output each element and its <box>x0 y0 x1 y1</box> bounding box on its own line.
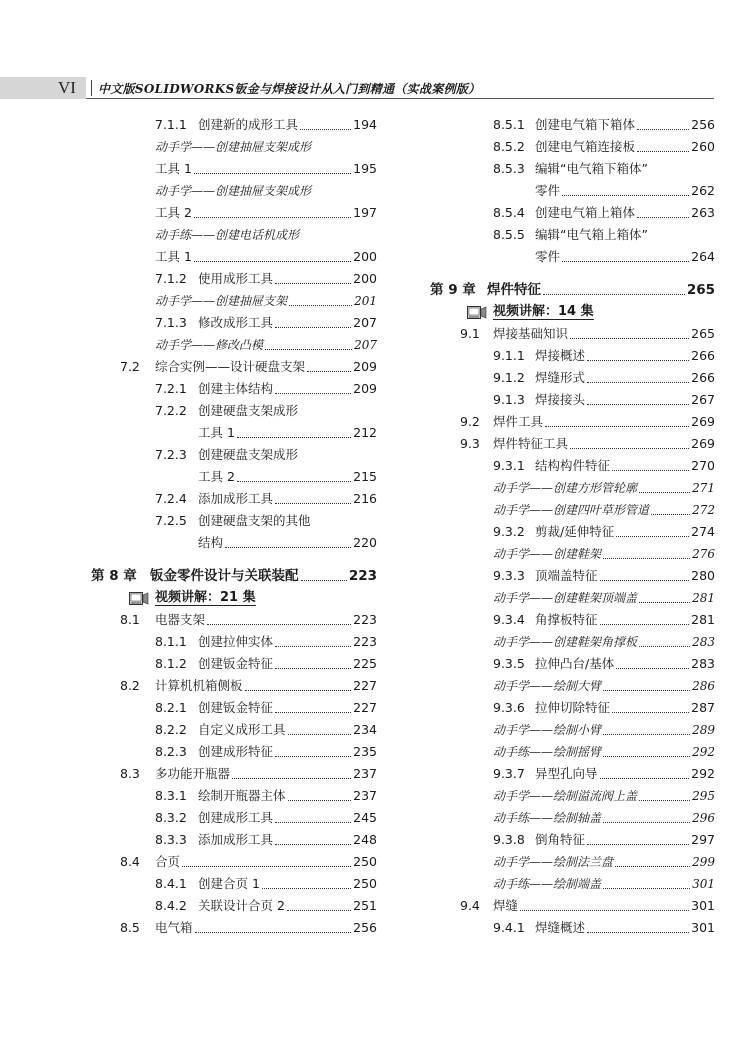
toc-entry-page: 250 <box>353 876 377 891</box>
leader-dots <box>637 217 689 218</box>
leader-dots <box>603 558 690 559</box>
toc-entry <box>0 114 715 136</box>
toc-entry-page: 301 <box>692 877 715 891</box>
toc-entry-title: 创建钣金特征 <box>198 656 274 671</box>
toc-entry-title: 动手学——创建鞋架角撑板 <box>493 635 638 649</box>
toc-entry-number: 8.5.4 <box>493 205 525 220</box>
toc-entry-page: 197 <box>353 205 377 220</box>
toc-entry-page: 292 <box>692 745 715 759</box>
leader-dots <box>587 844 689 845</box>
page-header <box>0 77 750 99</box>
toc-entry <box>0 455 715 477</box>
toc-entry-number: 8.3 <box>120 766 140 781</box>
toc-entry-title: 拉伸凸台/基体 <box>535 656 615 671</box>
toc-entry-title: 动手学——创建四叶草形管道 <box>493 503 650 517</box>
toc-entry-page: 207 <box>353 315 377 330</box>
toc-entry-title: 合页 <box>155 854 181 869</box>
toc-entry-number: 9.3 <box>460 436 480 451</box>
toc-entry <box>0 719 715 741</box>
toc-entry-page: 256 <box>691 117 715 132</box>
toc-entry-page: 283 <box>691 656 715 671</box>
toc-entry-title: 焊接接头 <box>535 392 586 407</box>
book-title: 中文版SOLIDWORKS钣金与焊接设计从入门到精通（实战案例版） <box>98 82 481 96</box>
toc-entry-number: 8.5.1 <box>493 117 525 132</box>
toc-entry-page: 283 <box>692 635 715 649</box>
toc-entry-page: 292 <box>691 766 715 781</box>
toc-entry-title: 自定义成形工具 <box>198 722 286 737</box>
toc-entry-page: 223 <box>353 612 377 627</box>
toc-entry-number: 7.1.2 <box>155 271 187 286</box>
toc-entry-title: 添加成形工具 <box>198 832 274 847</box>
toc-entry-title: 工具 1 <box>155 249 192 264</box>
toc-entry-number: 7.2.2 <box>155 403 187 418</box>
leader-dots <box>616 536 689 537</box>
toc-entry-number: 9.3.6 <box>493 700 525 715</box>
toc-entry-title: 编辑“电气箱下箱体” <box>535 161 648 176</box>
toc-entry-page: 212 <box>353 425 377 440</box>
leader-dots <box>570 338 689 339</box>
toc-entry-title: 剪裁/延伸特征 <box>535 524 615 539</box>
toc-entry-title: 添加成形工具 <box>198 491 274 506</box>
toc-entry-page: 195 <box>353 161 377 176</box>
toc-entry-title: 创建成形特征 <box>198 744 274 759</box>
toc-entry-title: 创建拉伸实体 <box>198 634 274 649</box>
toc-entry-number: 9.3.4 <box>493 612 525 627</box>
toc-entry-title: 创建电气箱上箱体 <box>535 205 636 220</box>
toc-entry-number: 8.5.3 <box>493 161 525 176</box>
toc-entry-title: 动手学——创建抽屉支架成形 <box>155 140 312 154</box>
toc-entry-page: 266 <box>691 370 715 385</box>
toc-entry-title: 多功能开瓶器 <box>155 766 231 781</box>
toc-entry-page: 266 <box>691 348 715 363</box>
toc-entry-page: 220 <box>353 535 377 550</box>
toc-entry-number: 7.2.5 <box>155 513 187 528</box>
toc-entry <box>0 367 715 389</box>
toc-entry-page: 237 <box>353 788 377 803</box>
toc-entry <box>0 917 715 939</box>
toc-entry-page: 225 <box>353 656 377 671</box>
leader-dots <box>639 646 690 647</box>
toc-entry <box>0 202 715 224</box>
leader-dots <box>612 470 689 471</box>
toc-entry-title: 焊接基础知识 <box>493 326 569 341</box>
toc-entry-number: 9.4.1 <box>493 920 525 935</box>
toc-entry-number: 9.3.2 <box>493 524 525 539</box>
toc-entry-page: 260 <box>691 139 715 154</box>
toc-entry-page: 271 <box>692 481 715 495</box>
toc-entry-title: 动手学——创建鞋架顶端盖 <box>493 591 638 605</box>
leader-dots <box>612 712 689 713</box>
toc-entry-title: 动手学——修改凸模 <box>155 338 264 352</box>
toc-entry <box>0 829 715 851</box>
toc-entry-number: 8.4 <box>120 854 140 869</box>
toc-entry <box>0 224 715 246</box>
toc-entry <box>0 785 715 807</box>
leader-dots <box>562 261 689 262</box>
toc-entry <box>0 851 715 873</box>
toc-entry-number: 8.5.5 <box>493 227 525 242</box>
leader-dots <box>651 514 690 515</box>
toc-entry-page: 269 <box>691 414 715 429</box>
toc-entry-title: 动手练——绘制摇臂 <box>493 745 602 759</box>
toc-entry-number: 7.2.4 <box>155 491 187 506</box>
leader-dots <box>520 910 689 911</box>
leader-dots <box>587 360 689 361</box>
toc-entry <box>0 323 715 345</box>
toc-entry-title: 焊接概述 <box>535 348 586 363</box>
leader-dots <box>600 624 690 625</box>
toc-entry-number: 8.3.1 <box>155 788 187 803</box>
toc-entry-title: 动手练——创建电话机成形 <box>155 228 300 242</box>
toc-entry <box>0 301 715 323</box>
toc-entry-page: 201 <box>354 294 377 308</box>
toc-entry-number: 8.2 <box>120 678 140 693</box>
toc-entry <box>0 543 715 565</box>
toc-entry <box>0 653 715 675</box>
leader-dots <box>639 602 690 603</box>
page-number: VI <box>58 78 76 97</box>
toc-entry-page: 234 <box>353 722 377 737</box>
toc-entry-page: 216 <box>353 491 377 506</box>
video-lecture-label: 视频讲解：21 集 <box>155 590 256 605</box>
header-rule <box>86 98 714 99</box>
toc-entry-title: 动手学——创建方形管轮廓 <box>493 481 638 495</box>
toc-entry <box>0 499 715 521</box>
toc-entry-title: 综合实例——设计硬盘支架 <box>155 359 306 374</box>
toc-entry-title: 动手练——绘制端盖 <box>493 877 602 891</box>
toc-entry-number: 第 8 章 <box>91 568 137 584</box>
toc-entry-page: 295 <box>692 789 715 803</box>
toc-entry-page: 194 <box>353 117 377 132</box>
toc-entry-page: 296 <box>692 811 715 825</box>
toc-entry-title: 焊缝概述 <box>535 920 586 935</box>
toc-entry-page: 272 <box>692 503 715 517</box>
toc-entry-title: 结构 <box>198 535 224 550</box>
toc-entry <box>0 873 715 895</box>
leader-dots <box>600 778 690 779</box>
video-lecture-label: 视频讲解：14 集 <box>493 304 594 319</box>
toc-entry <box>0 587 715 609</box>
toc-entry-number: 8.1.2 <box>155 656 187 671</box>
toc-entry-number: 8.5.2 <box>493 139 525 154</box>
toc-entry-title: 电器支架 <box>155 612 206 627</box>
toc-entry-title: 异型孔向导 <box>535 766 598 781</box>
toc-entry-title: 焊件特征 <box>487 282 541 298</box>
toc-entry-title: 创建新的成形工具 <box>198 117 299 132</box>
toc-entry-page: 289 <box>692 723 715 737</box>
toc-entry-page: 281 <box>692 591 715 605</box>
leader-dots <box>587 404 689 405</box>
toc-entry-title: 创建成形工具 <box>198 810 274 825</box>
toc-entry-title: 创建电气箱下箱体 <box>535 117 636 132</box>
toc-entry-title: 焊缝形式 <box>535 370 586 385</box>
toc-entry-page: 262 <box>691 183 715 198</box>
toc-entry <box>0 411 715 433</box>
toc-entry-page: 269 <box>691 436 715 451</box>
toc-entry-page: 227 <box>353 700 377 715</box>
toc-entry-page: 286 <box>692 679 715 693</box>
toc-entry-page: 274 <box>691 524 715 539</box>
leader-dots <box>639 800 690 801</box>
toc-entry-number: 8.1.1 <box>155 634 187 649</box>
toc-entry <box>0 697 715 719</box>
toc-entry-page: 200 <box>353 271 377 286</box>
toc-entry-title: 创建硬盘支架成形 <box>198 403 299 418</box>
toc-entry-title: 使用成形工具 <box>198 271 274 286</box>
toc-entry-number: 7.2.1 <box>155 381 187 396</box>
toc-entry-page: 280 <box>691 568 715 583</box>
toc-entry <box>0 136 715 158</box>
toc-entry-number: 9.1.2 <box>493 370 525 385</box>
page-number-box <box>0 77 86 99</box>
toc-entry <box>0 433 715 455</box>
toc-entry-page: 263 <box>691 205 715 220</box>
leader-dots <box>603 888 690 889</box>
toc-entry-title: 焊件工具 <box>493 414 544 429</box>
toc-entry-title: 工具 2 <box>198 469 235 484</box>
toc-entry-title: 倒角特征 <box>535 832 586 847</box>
toc-entry-title: 绘制开瓶器主体 <box>198 788 286 803</box>
leader-dots <box>603 822 690 823</box>
video-icon <box>467 306 487 319</box>
toc-entry-title: 工具 2 <box>155 205 192 220</box>
toc-entry-number: 8.4.2 <box>155 898 187 913</box>
toc-entry-page: 250 <box>353 854 377 869</box>
toc-entry-page: 223 <box>348 568 377 584</box>
toc-entry-title: 动手学——绘制溢流阀上盖 <box>493 789 638 803</box>
toc-entry-title: 钣金零件设计与关联装配 <box>150 568 299 584</box>
toc-entry-page: 235 <box>353 744 377 759</box>
toc-entry <box>0 158 715 180</box>
toc-entry-page: 200 <box>353 249 377 264</box>
toc-entry-page: 301 <box>691 920 715 935</box>
toc-entry-page: 237 <box>353 766 377 781</box>
toc-entry-number: 8.3.2 <box>155 810 187 825</box>
toc-entry-page: 267 <box>691 392 715 407</box>
toc-entry-number: 9.3.5 <box>493 656 525 671</box>
toc-entry-number: 9.2 <box>460 414 480 429</box>
leader-dots <box>603 756 690 757</box>
leader-dots <box>600 580 690 581</box>
toc-entry <box>0 246 715 268</box>
toc-entry-page: 287 <box>691 700 715 715</box>
toc-entry-title: 角撑板特征 <box>535 612 598 627</box>
leader-dots <box>637 129 689 130</box>
toc-entry-page: 256 <box>353 920 377 935</box>
toc-entry-title: 动手学——创建抽屉支架 <box>155 294 288 308</box>
leader-dots <box>545 426 689 427</box>
toc-entry-title: 动手学——创建抽屉支架成形 <box>155 184 312 198</box>
toc-entry-page: 270 <box>691 458 715 473</box>
toc-entry-title: 结构构件特征 <box>535 458 611 473</box>
toc-entry-page: 276 <box>692 547 715 561</box>
toc-entry-number: 8.3.3 <box>155 832 187 847</box>
toc-entry-number: 9.1.1 <box>493 348 525 363</box>
toc-entry <box>0 675 715 697</box>
toc-entry <box>0 565 715 587</box>
toc-entry-title: 焊件特征工具 <box>493 436 569 451</box>
toc-entry-number: 9.3.1 <box>493 458 525 473</box>
toc-entry-title: 动手练——绘制轴盖 <box>493 811 602 825</box>
toc-entry <box>0 521 715 543</box>
toc-entry-title: 计算机机箱侧板 <box>155 678 243 693</box>
toc-entry-page: 299 <box>692 855 715 869</box>
leader-dots <box>603 734 690 735</box>
toc-entry-title: 修改成形工具 <box>198 315 274 330</box>
toc-entry-page: 209 <box>353 359 377 374</box>
toc-entry-title: 动手学——创建鞋架 <box>493 547 602 561</box>
toc-entry-title: 动手学——绘制小臂 <box>493 723 602 737</box>
leader-dots <box>603 690 690 691</box>
toc-entry <box>0 180 715 202</box>
toc-entry <box>0 389 715 411</box>
toc-entry-page: 245 <box>353 810 377 825</box>
toc-entry-title: 创建主体结构 <box>198 381 274 396</box>
leader-dots <box>587 932 689 933</box>
toc-entry-page: 215 <box>353 469 377 484</box>
leader-dots <box>562 195 689 196</box>
toc-entry-number: 8.2.3 <box>155 744 187 759</box>
toc-entry-title: 创建合页 1 <box>198 876 260 891</box>
leader-dots <box>543 294 685 295</box>
toc-entry-title: 动手学——绘制法兰盘 <box>493 855 614 869</box>
header-separator <box>91 80 92 96</box>
leader-dots <box>570 448 689 449</box>
toc-entry-page: 264 <box>691 249 715 264</box>
toc-entry-title: 关联设计合页 2 <box>198 898 285 913</box>
toc-entry-page: 248 <box>353 832 377 847</box>
toc-entry-page: 207 <box>354 338 377 352</box>
toc-entry <box>0 807 715 829</box>
toc-entry-number: 8.5 <box>120 920 140 935</box>
toc-entry-number: 9.3.3 <box>493 568 525 583</box>
toc-entry-title: 动手学——绘制大臂 <box>493 679 602 693</box>
toc-entry-page: 281 <box>691 612 715 627</box>
toc-entry-page: 301 <box>691 898 715 913</box>
toc-entry-title: 焊缝 <box>493 898 519 913</box>
toc-entry <box>0 895 715 917</box>
toc-entry-title: 零件 <box>535 249 561 264</box>
toc-entry-number: 8.2.2 <box>155 722 187 737</box>
toc-entry-number: 9.1 <box>460 326 480 341</box>
toc-entry <box>0 279 715 301</box>
toc-entry-number: 7.1.1 <box>155 117 187 132</box>
toc-entry-number: 9.3.7 <box>493 766 525 781</box>
toc-entry-number: 8.2.1 <box>155 700 187 715</box>
leader-dots <box>615 866 690 867</box>
toc-entry-number: 第 9 章 <box>430 282 476 298</box>
toc-entry-number: 8.1 <box>120 612 140 627</box>
toc-entry-title: 创建电气箱连接板 <box>535 139 636 154</box>
toc-entry-page: 265 <box>691 326 715 341</box>
toc-entry-title: 编辑“电气箱上箱体” <box>535 227 648 242</box>
toc-entry-number: 8.4.1 <box>155 876 187 891</box>
leader-dots <box>637 151 689 152</box>
toc-entry-title: 工具 1 <box>155 161 192 176</box>
toc-entry-page: 209 <box>353 381 377 396</box>
leader-dots <box>616 668 689 669</box>
toc-entry <box>0 609 715 631</box>
toc-entry-number: 9.4 <box>460 898 480 913</box>
toc-entry-number: 7.2.3 <box>155 447 187 462</box>
toc-entry-title: 顶端盖特征 <box>535 568 598 583</box>
toc-entry-page: 297 <box>691 832 715 847</box>
toc-entry-number: 9.1.3 <box>493 392 525 407</box>
toc-entry-title: 电气箱 <box>155 920 193 935</box>
toc-entry-number: 7.1.3 <box>155 315 187 330</box>
toc-entry-page: 265 <box>686 282 715 298</box>
toc-entry-title: 工具 1 <box>198 425 235 440</box>
toc-entry-page: 223 <box>353 634 377 649</box>
toc-entry-title: 拉伸切除特征 <box>535 700 611 715</box>
toc-entry-title: 创建钣金特征 <box>198 700 274 715</box>
toc-entry <box>0 763 715 785</box>
leader-dots <box>587 382 689 383</box>
toc-entry-page: 251 <box>353 898 377 913</box>
toc-entry-title: 零件 <box>535 183 561 198</box>
toc-entry-number: 7.2 <box>120 359 140 374</box>
toc-entry <box>0 741 715 763</box>
toc-entry-number: 9.3.8 <box>493 832 525 847</box>
toc-entry <box>0 631 715 653</box>
toc-entry-title: 创建硬盘支架成形 <box>198 447 299 462</box>
toc-entry-page: 227 <box>353 678 377 693</box>
toc-entry <box>0 477 715 499</box>
toc-entry-title: 创建硬盘支架的其他 <box>198 513 311 528</box>
leader-dots <box>639 492 690 493</box>
toc-entry <box>0 345 715 367</box>
